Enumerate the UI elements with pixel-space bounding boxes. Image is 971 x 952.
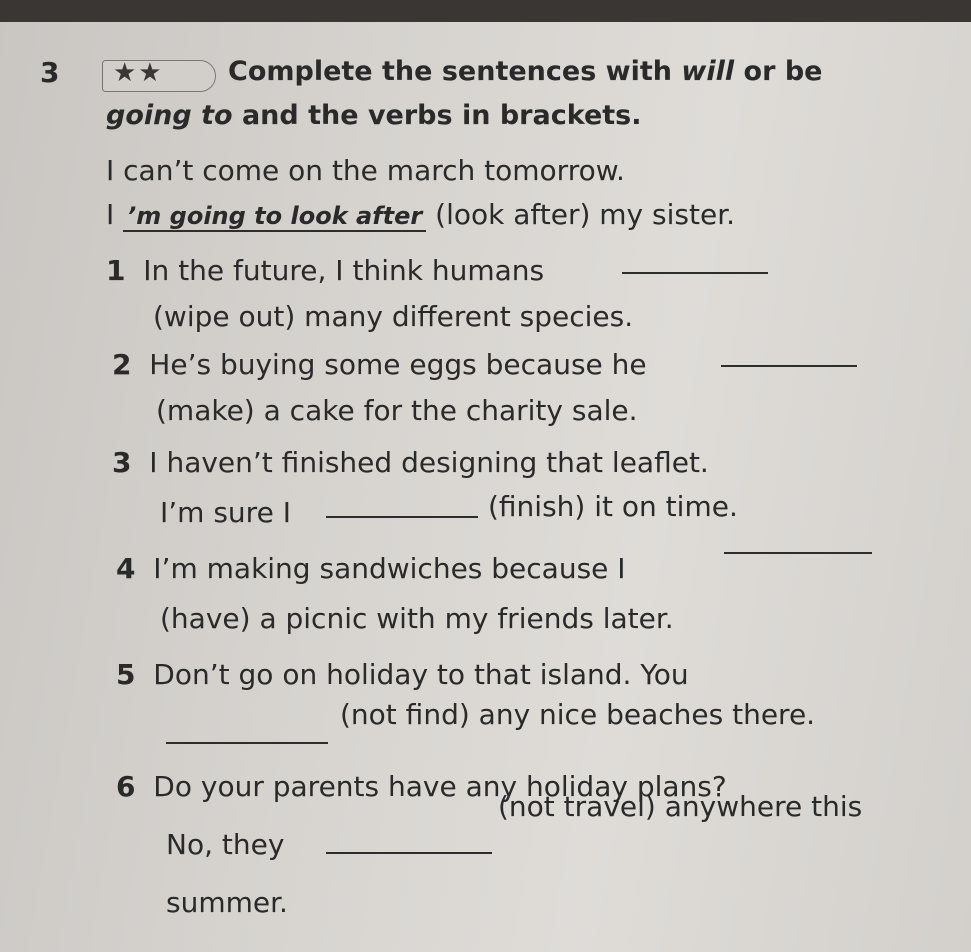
item-3-line-b-pre: I’m sure I: [160, 496, 291, 529]
item-1-line-a: 1 In the future, I think humans: [106, 254, 545, 287]
item-2-line-b: (make) a cake for the charity sale.: [156, 394, 638, 427]
difficulty-badge: [102, 60, 216, 92]
exercise-number: 3: [40, 56, 60, 89]
dark-top-edge: [0, 0, 971, 22]
item-1-line-b: (wipe out) many different species.: [153, 300, 634, 333]
example-line-2: I ’m going to look after (look after) my sister.: [106, 198, 736, 231]
answer-blank-1[interactable]: [622, 272, 768, 274]
item-5-line-b: (not find) any nice beaches there.: [340, 698, 816, 731]
item-5-line-a: 5 Don’t go on holiday to that island. You: [116, 658, 689, 691]
answer-blank-4[interactable]: [724, 552, 872, 554]
instruction-line-2: going to and the verbs in brackets.: [106, 100, 642, 131]
example-answer: ’m going to look after: [123, 202, 426, 232]
item-4-line-b: (have) a picnic with my friends later.: [160, 602, 674, 635]
item-4-line-a: 4 I’m making sandwiches because I: [116, 552, 626, 585]
answer-blank-2[interactable]: [721, 365, 857, 367]
item-2-line-a: 2 He’s buying some eggs because he: [112, 348, 647, 381]
item-3-line-a: 3 I haven’t finished designing that leaflet.: [112, 446, 709, 479]
instruction-line-1: Complete the sentences with will or be: [228, 56, 823, 87]
answer-blank-3[interactable]: [326, 516, 478, 518]
answer-blank-5[interactable]: [166, 742, 328, 744]
example-line-1: I can’t come on the march tomorrow.: [106, 154, 625, 187]
item-6-line-a: 6 Do your parents have any holiday plans?: [116, 770, 727, 803]
item-3-line-b-post: (finish) it on time.: [488, 490, 738, 523]
item-6-line-b-pre: No, they: [166, 828, 285, 861]
item-6-line-c: summer.: [166, 886, 288, 919]
item-6-line-b-post: (not travel) anywhere this: [498, 790, 863, 823]
stars-icon: ★★: [113, 58, 164, 88]
worksheet-page: [0, 22, 971, 952]
answer-blank-6[interactable]: [326, 852, 492, 854]
